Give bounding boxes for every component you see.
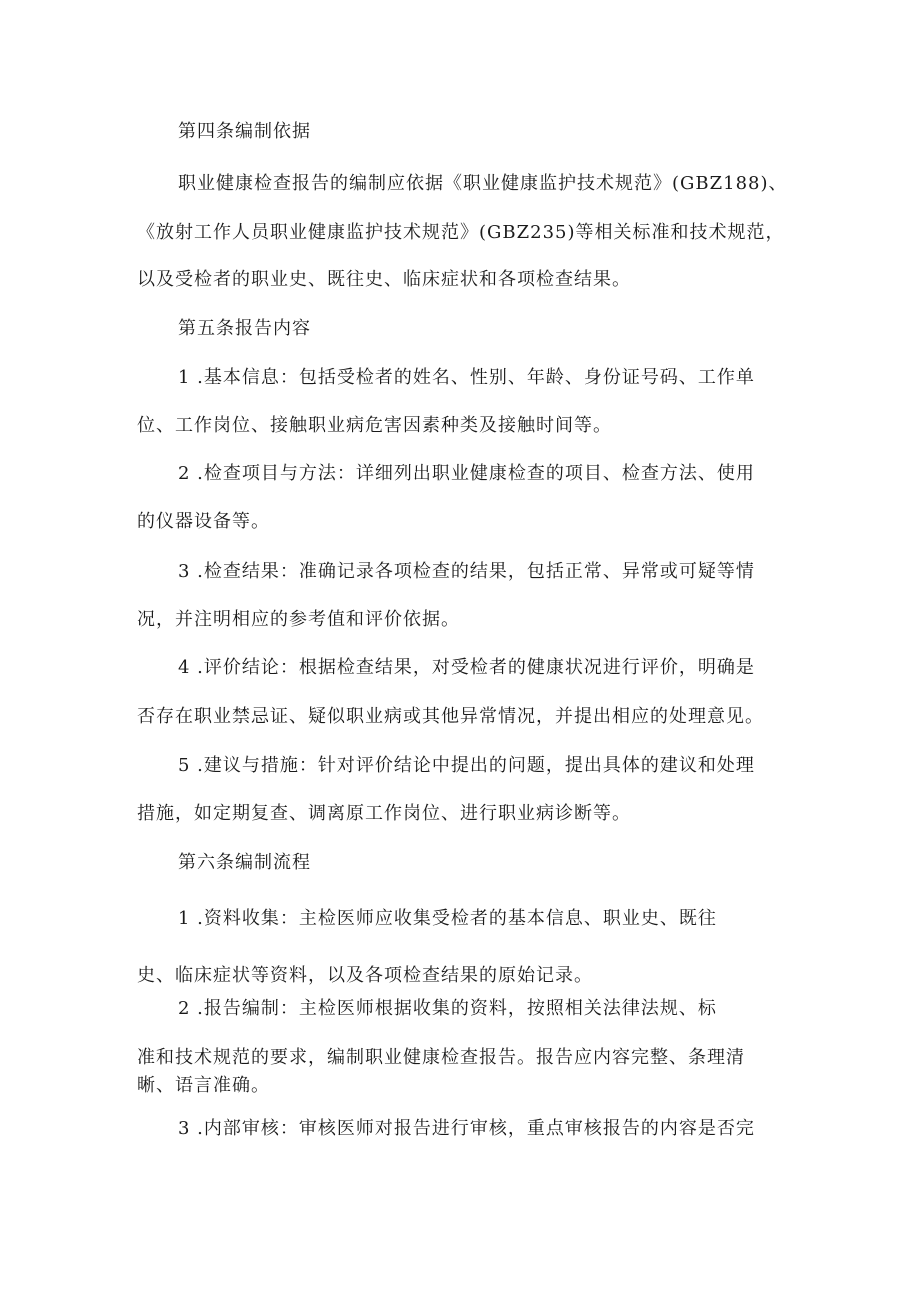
list-item-line: 晰、语言准确。	[137, 1075, 270, 1096]
paragraph-line: 职业健康检查报告的编制应依据《职业健康监护技术规范》(GBZ188)、	[178, 173, 788, 194]
list-item-line: 3 .内部审核：审核医师对报告进行审核，重点审核报告的内容是否完	[178, 1118, 755, 1139]
list-item-line: 史、临床症状等资料，以及各项检查结果的原始记录。	[137, 965, 593, 986]
list-item-line: 1 .基本信息：包括受检者的姓名、性别、年龄、身份证号码、工作单	[178, 367, 755, 388]
article-4-heading: 第四条编制依据	[178, 121, 311, 142]
article-5-heading: 第五条报告内容	[178, 318, 311, 339]
list-item-line: 5 .建议与措施：针对评价结论中提出的问题，提出具体的建议和处理	[178, 755, 755, 776]
list-item-line: 4 .评价结论：根据检查结果，对受检者的健康状况进行评价，明确是	[178, 657, 755, 678]
list-item-line: 准和技术规范的要求，编制职业健康检查报告。报告应内容完整、条理清	[137, 1047, 745, 1068]
list-item-line: 2 .报告编制：主检医师根据收集的资料，按照相关法律法规、标	[178, 998, 717, 1019]
list-item-line: 位、工作岗位、接触职业病危害因素种类及接触时间等。	[137, 415, 612, 436]
list-item-line: 措施，如定期复查、调离原工作岗位、进行职业病诊断等。	[137, 803, 631, 824]
list-item-line: 的仪器设备等。	[137, 511, 270, 532]
list-item-line: 3 .检查结果：准确记录各项检查的结果，包括正常、异常或可疑等情	[178, 561, 755, 582]
list-item-line: 2 .检查项目与方法：详细列出职业健康检查的项目、检查方法、使用	[178, 463, 755, 484]
paragraph-line: 《放射工作人员职业健康监护技术规范》(GBZ235)等相关标准和技术规范，	[137, 222, 785, 243]
list-item-line: 否存在职业禁忌证、疑似职业病或其他异常情况，并提出相应的处理意见。	[137, 706, 764, 727]
list-item-line: 况，并注明相应的参考值和评价依据。	[137, 609, 460, 630]
list-item-line: 1 .资料收集：主检医师应收集受检者的基本信息、职业史、既往	[178, 908, 717, 929]
article-6-heading: 第六条编制流程	[178, 852, 311, 873]
paragraph-line: 以及受检者的职业史、既往史、临床症状和各项检查结果。	[137, 269, 631, 290]
